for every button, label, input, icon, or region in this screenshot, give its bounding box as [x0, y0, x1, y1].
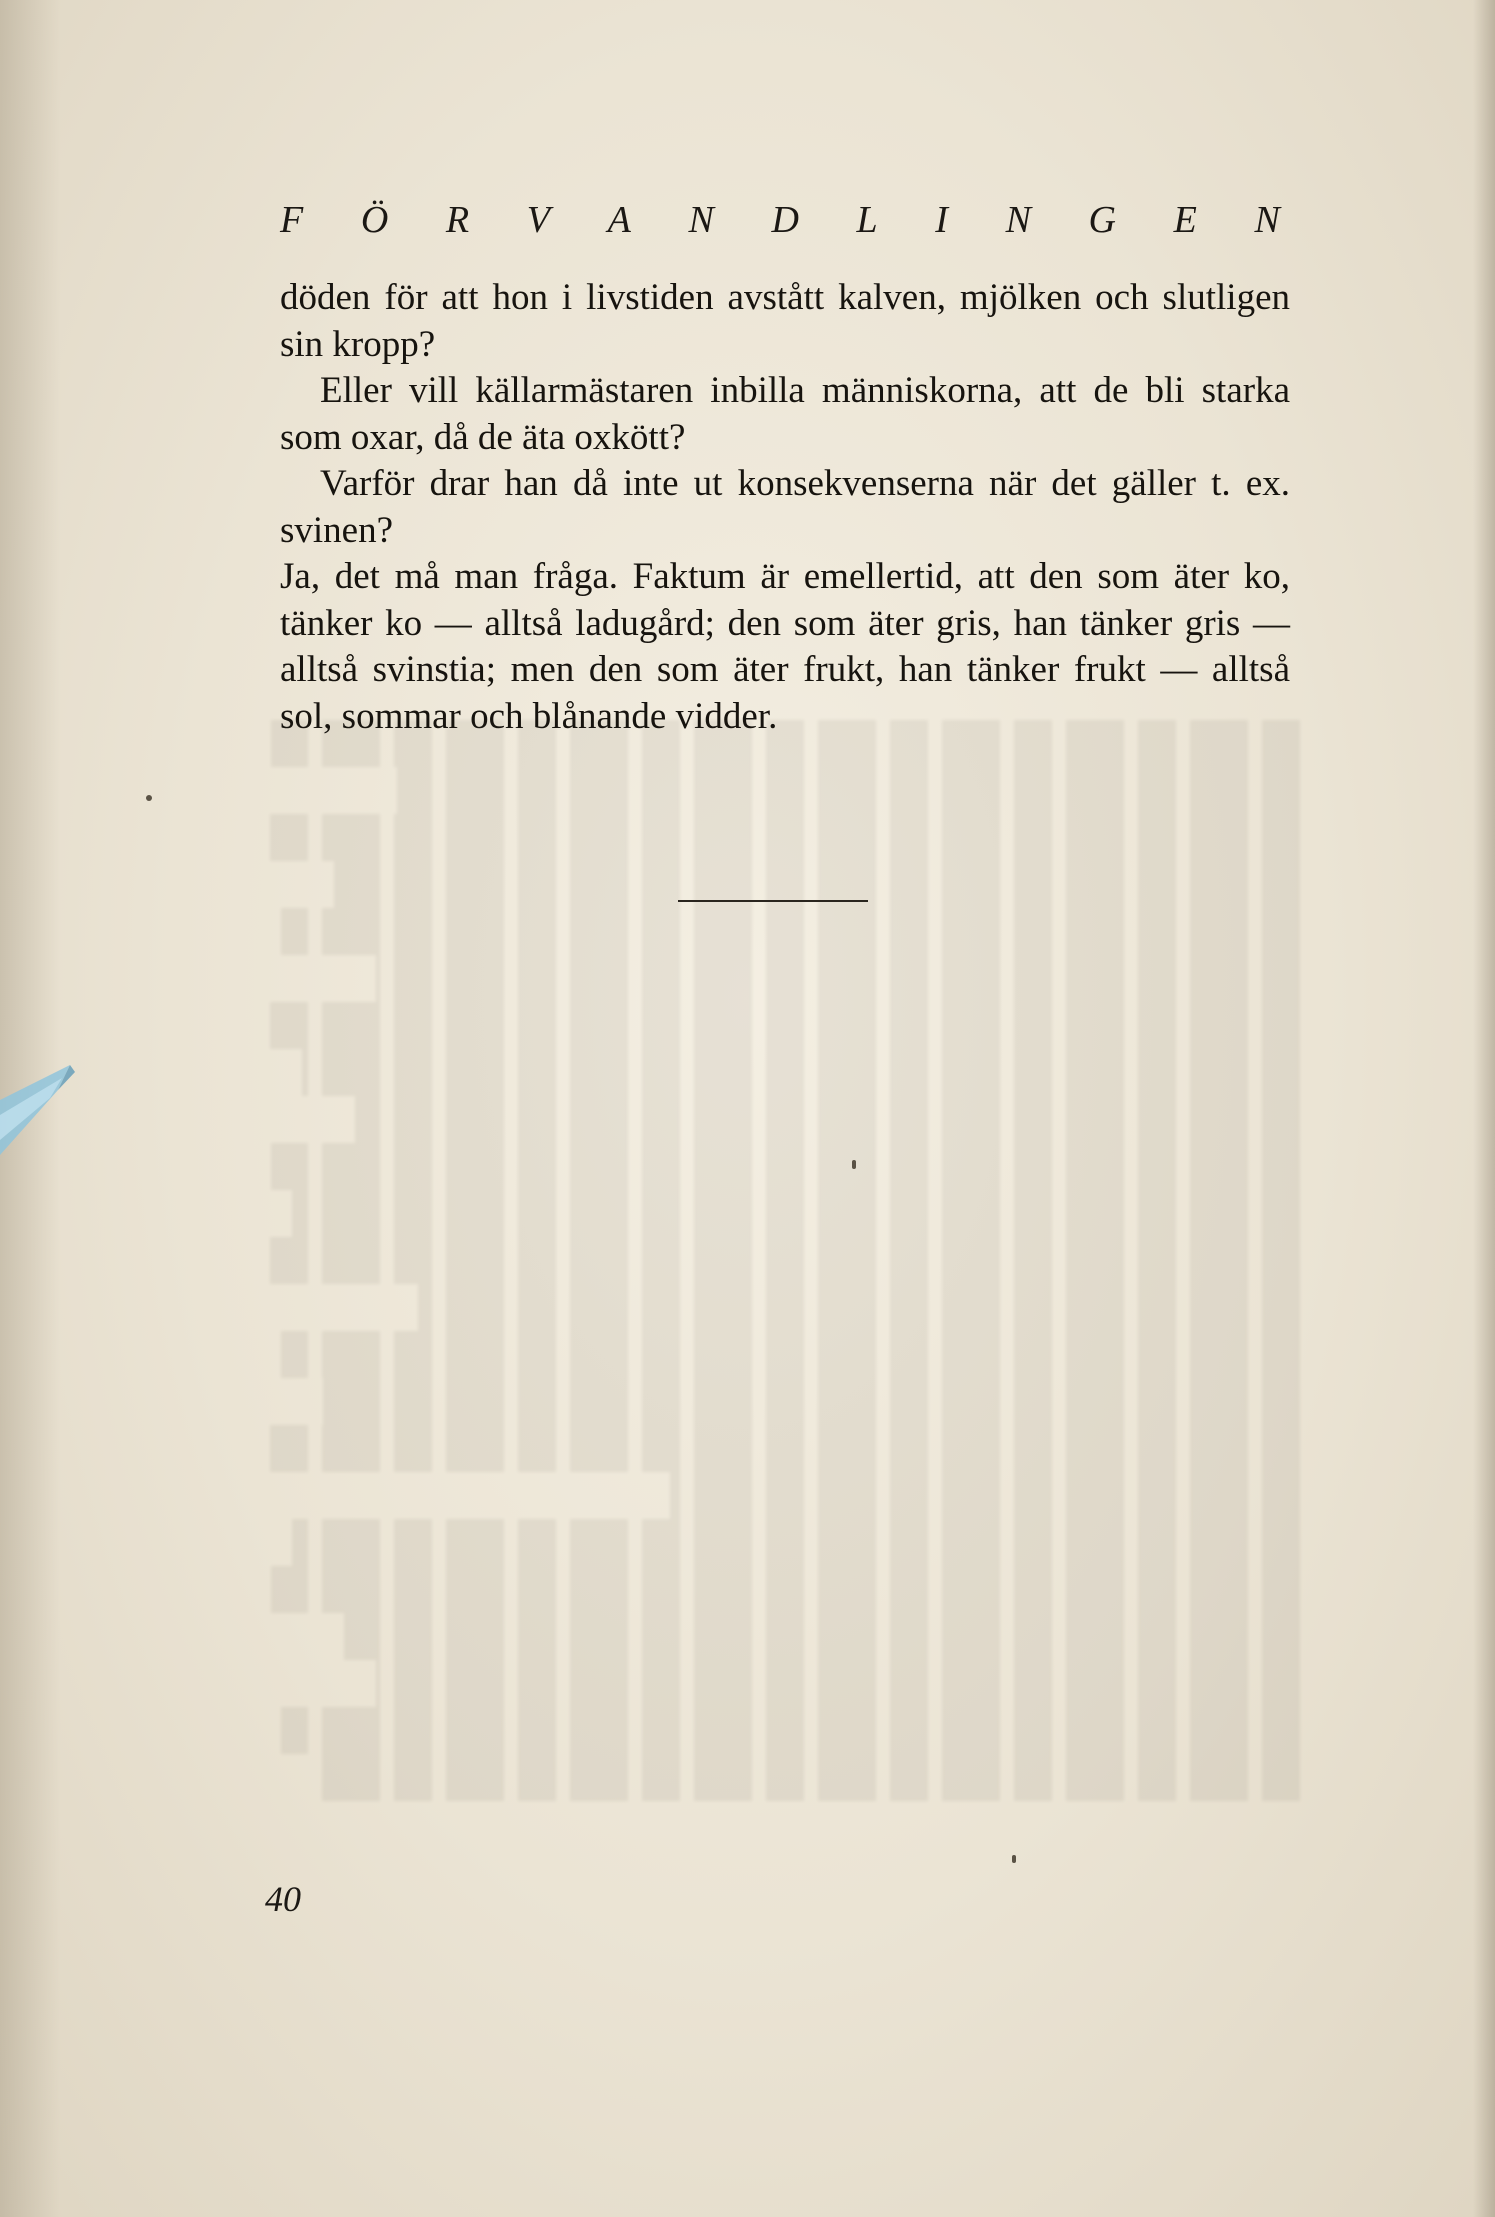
- running-head-letter: A: [607, 199, 631, 241]
- speck: [146, 795, 152, 801]
- paragraph-2: Eller vill källarmästaren inbilla människorna, att de bli starka som oxar, då de äta oxkött?: [280, 370, 1290, 458]
- running-head-letter: N: [1005, 199, 1031, 241]
- speck: [1012, 1855, 1016, 1863]
- running-head-letter: N: [688, 199, 714, 241]
- running-head-letter: F: [280, 199, 304, 241]
- page-edge-shadow: [1473, 0, 1495, 2217]
- running-head-letter: I: [935, 199, 948, 241]
- running-head-letter: R: [445, 199, 470, 241]
- running-head-letter: V: [526, 199, 550, 241]
- page-number: 40: [265, 1879, 301, 1919]
- show-through-text: [250, 720, 1300, 1860]
- running-head-letter: E: [1173, 199, 1197, 241]
- paragraph-4: Ja, det må man fråga. Faktum är emellertid, att den som äter ko, tänker ko — alltså ladugård; den som äter gris, han tänker gris — alltså svinstia; men den som äter frukt, han tänker frukt — alltså sol, sommar och blånande vidder.: [280, 556, 1290, 737]
- running-head-letter: D: [771, 199, 799, 241]
- paragraph-3: Varför drar han då inte ut konsekvenserna när det gäller t. ex. svinen?: [280, 463, 1290, 551]
- paper-clip-icon: [0, 1060, 80, 1180]
- section-divider: [678, 900, 868, 902]
- running-head-letter: Ö: [360, 199, 389, 241]
- running-head-letter: G: [1088, 199, 1116, 241]
- running-head-letter: L: [856, 199, 878, 241]
- paragraph-1: döden för att hon i livstiden avstått kalven, mjölken och slutligen sin kropp?: [280, 277, 1290, 365]
- body-text: [280, 275, 1290, 740]
- running-head-letter: N: [1254, 199, 1280, 241]
- speck: [852, 1160, 856, 1169]
- running-head: [280, 198, 1280, 242]
